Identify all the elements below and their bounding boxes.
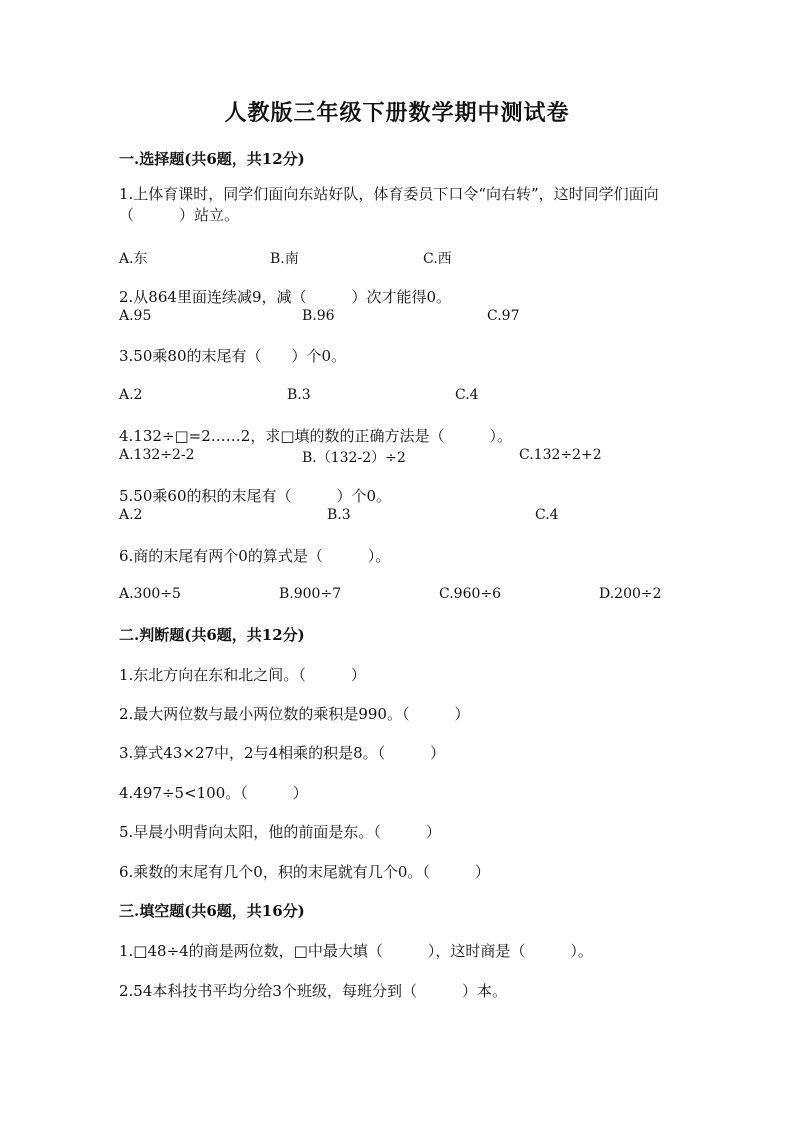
option-a: A.2 (119, 507, 143, 523)
question-text: 5.早晨小明背向太阳，他的前面是东。（ ） (119, 823, 441, 841)
question-text: 2.54本科技书平均分给3个班级，每班分到（ ）本。 (119, 982, 507, 1000)
section-heading-choice: 一.选择题(共6题，共12分) (119, 150, 305, 168)
section-heading-fill-blank: 三.填空题(共6题，共16分) (119, 902, 305, 920)
question-text: 4.497÷5<100。（ ） (119, 784, 308, 802)
question-text: 5.50乘60的积的末尾有（ ）个0。 (119, 487, 392, 505)
option-c: C.西 (423, 251, 452, 267)
question-text: 6.商的末尾有两个0的算式是（ ）。 (119, 547, 391, 565)
question-text: 1.上体育课时，同学们面向东站好队，体育委员下口令“向右转”，这时同学们面向（ ）站立。 (119, 185, 659, 224)
question-text: 4.132÷□=2……2，求□填的数的正确方法是（ ）。 (119, 427, 513, 445)
option-b: B.96 (302, 308, 335, 324)
option-a: A.2 (119, 387, 143, 403)
question-text: 3.50乘80的末尾有（ ）个0。 (119, 347, 347, 365)
option-c: C.4 (535, 507, 559, 523)
option-b: B.900÷7 (279, 586, 342, 602)
option-b: B.（132-2）÷2 (302, 450, 406, 466)
option-d: D.200÷2 (599, 586, 662, 602)
question-text: 1.东北方向在东和北之间。（ ） (119, 666, 366, 684)
question-text: 3.算式43×27中，2与4相乘的积是8。（ ） (119, 744, 446, 762)
question-text: 2.从864里面连续减9，减（ ）次才能得0。 (119, 288, 452, 306)
question-text: 2.最大两位数与最小两位数的乘积是990。（ ） (119, 705, 470, 723)
page-title: 人教版三年级下册数学期中测试卷 (224, 100, 570, 126)
option-c: C.97 (487, 308, 520, 324)
option-b: B.3 (327, 507, 351, 523)
option-c: C.4 (455, 387, 479, 403)
option-a: A.东 (119, 251, 148, 267)
question-text: 1.□48÷4的商是两位数，□中最大填（ ），这时商是（ ）。 (119, 942, 593, 960)
option-c: C.132÷2+2 (519, 447, 602, 463)
option-a: A.95 (119, 308, 152, 324)
question-text: 6.乘数的末尾有几个0，积的末尾就有几个0。（ ） (119, 863, 490, 881)
option-c: C.960÷6 (439, 586, 502, 602)
option-a: A.132÷2-2 (119, 447, 195, 463)
option-a: A.300÷5 (119, 586, 181, 602)
section-heading-judgement: 二.判断题(共6题，共12分) (119, 626, 305, 644)
option-b: B.南 (270, 251, 299, 267)
option-b: B.3 (287, 387, 311, 403)
